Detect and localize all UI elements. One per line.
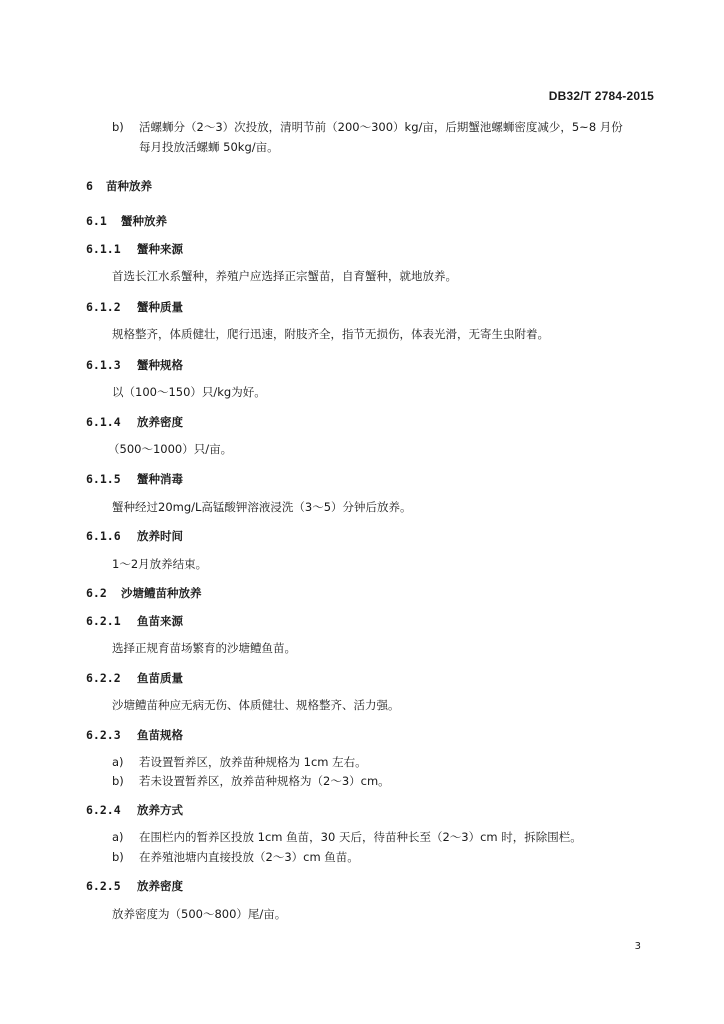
section-heading-6-1-1 xyxy=(86,242,183,256)
paragraph-6-1-5: 蟹种经过20mg/L高锰酸钾溶液浸洗（3～5）分钟后放养。 xyxy=(112,500,412,514)
section-number: 6.1.5 xyxy=(86,472,121,486)
section-heading-6-2 xyxy=(86,586,202,600)
section-title: 沙塘鳢苗种放养 xyxy=(121,586,202,600)
section-title: 放养密度 xyxy=(137,415,183,429)
paragraph-6-2-1: 选择正规育苗场繁育的沙塘鳢鱼苗。 xyxy=(112,641,296,655)
paragraph-6-1-3: 以（100～150）只/kg为好。 xyxy=(112,385,266,399)
section-number: 6.1.2 xyxy=(86,300,121,314)
section-number: 6.2.5 xyxy=(86,879,121,893)
section-title: 蟹种来源 xyxy=(137,242,183,256)
section-heading-6-2-4 xyxy=(86,803,183,817)
section-title: 放养密度 xyxy=(137,879,183,893)
section-title: 鱼苗规格 xyxy=(137,728,183,742)
section-heading-6-1-5 xyxy=(86,472,183,486)
section-heading-6-1 xyxy=(86,214,167,228)
section-title: 鱼苗质量 xyxy=(137,671,183,685)
section-title: 放养时间 xyxy=(137,529,183,543)
section-heading-6-2-2 xyxy=(86,671,183,685)
section-title: 鱼苗来源 xyxy=(137,614,183,628)
section-number: 6.1.6 xyxy=(86,529,121,543)
section-title: 蟹种质量 xyxy=(137,300,183,314)
list-item xyxy=(112,830,582,844)
list-item-letter: b) xyxy=(112,774,124,788)
list-item xyxy=(112,850,359,864)
section-number: 6.2.4 xyxy=(86,803,121,817)
list-item-letter: a) xyxy=(112,755,124,769)
section-number: 6.2 xyxy=(86,586,107,600)
section-number: 6.1.1 xyxy=(86,242,121,256)
section-heading-6-1-2 xyxy=(86,300,183,314)
paragraph-6-1-2: 规格整齐，体质健壮，爬行迅速，附肢齐全，指节无损伤，体表光滑，无寄生虫附着。 xyxy=(112,327,549,341)
list-item-text: 在养殖池塘内直接投放（2～3）cm 鱼苗。 xyxy=(139,850,359,864)
section-number: 6.1.3 xyxy=(86,358,121,372)
section-heading-6-1-3 xyxy=(86,358,183,372)
section-number: 6 xyxy=(86,179,93,193)
list-item-letter: a) xyxy=(112,830,124,844)
section-heading-6-2-3 xyxy=(86,728,183,742)
section-heading-6-1-4 xyxy=(86,415,183,429)
standard-number-header: DB32/T 2784-2015 xyxy=(548,89,654,103)
list-item-letter: b) xyxy=(112,850,124,864)
paragraph-6-1-1: 首选长江水系蟹种，养殖户应选择正宗蟹苗，自育蟹种，就地放养。 xyxy=(112,269,457,283)
section-title: 蟹种放养 xyxy=(121,214,167,228)
section-title: 蟹种规格 xyxy=(137,358,183,372)
paragraph-6-2-5: 放养密度为（500～800）尾/亩。 xyxy=(112,907,287,921)
list-item-letter: b) xyxy=(112,120,124,134)
section-heading-6-2-1 xyxy=(86,614,183,628)
paragraph-6-2-2: 沙塘鳢苗种应无病无伤、体质健壮、规格整齐、活力强。 xyxy=(112,698,400,712)
list-item-text: 若设置暂养区，放养苗种规格为 1cm 左右。 xyxy=(139,755,367,769)
page-number: 3 xyxy=(634,941,641,952)
section-number: 6.2.3 xyxy=(86,728,121,742)
section-number: 6.2.1 xyxy=(86,614,121,628)
section-title: 苗种放养 xyxy=(106,179,152,193)
paragraph-6-1-6: 1～2月放养结束。 xyxy=(112,557,208,571)
section-number: 6.1 xyxy=(86,214,107,228)
list-item-b-continuation: 每月投放活螺蛳 50kg/亩。 xyxy=(139,140,279,154)
paragraph-6-1-4: （500～1000）只/亩。 xyxy=(108,442,233,456)
section-heading-6-2-5 xyxy=(86,879,183,893)
section-heading-6 xyxy=(86,179,152,193)
list-item xyxy=(112,755,367,769)
section-title: 蟹种消毒 xyxy=(137,472,183,486)
list-item-b xyxy=(112,120,623,134)
section-number: 6.2.2 xyxy=(86,671,121,685)
section-title: 放养方式 xyxy=(137,803,183,817)
list-item xyxy=(112,774,390,788)
section-heading-6-1-6 xyxy=(86,529,183,543)
list-item-text: 若未设置暂养区，放养苗种规格为（2～3）cm。 xyxy=(139,774,390,788)
list-item-text: 在围栏内的暂养区投放 1cm 鱼苗，30 天后，待苗种长至（2～3）cm 时，拆除围栏。 xyxy=(139,830,582,844)
list-item-text-line1: 活螺蛳分（2～3）次投放，清明节前（200～300）kg/亩，后期蟹池螺蛳密度减少，5~8 月份 xyxy=(139,120,623,134)
section-number: 6.1.4 xyxy=(86,415,121,429)
